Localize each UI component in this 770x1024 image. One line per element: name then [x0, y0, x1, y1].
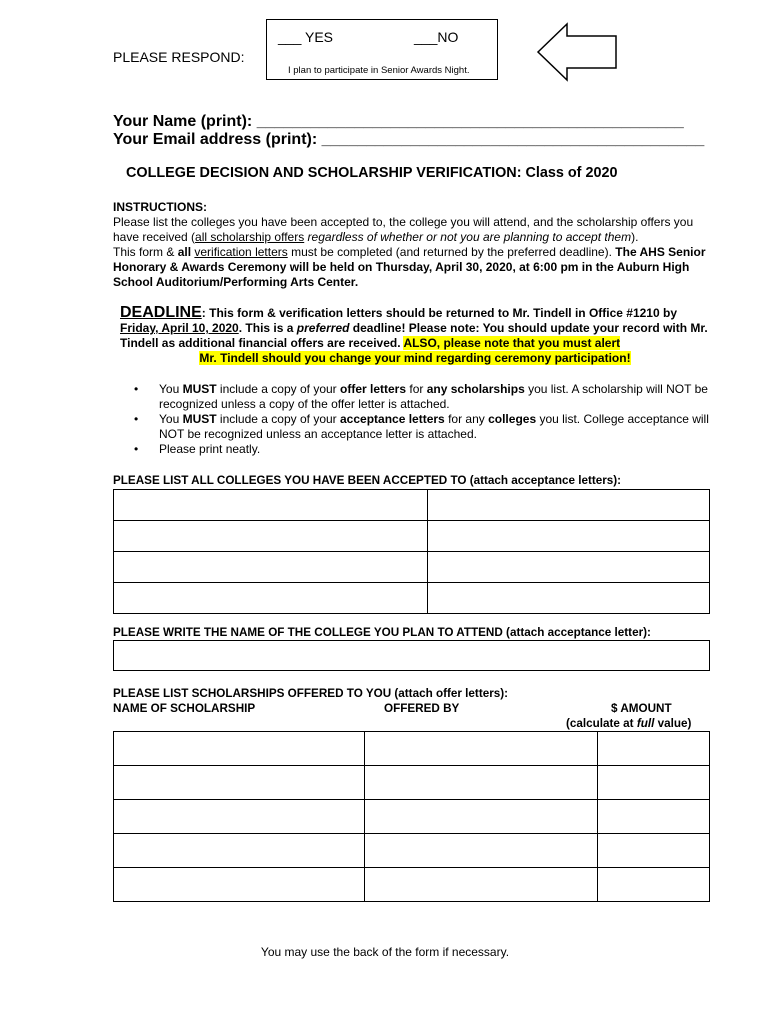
amount-cell[interactable] [598, 766, 710, 800]
college-cell[interactable] [428, 490, 710, 521]
amount-cell[interactable] [598, 732, 710, 766]
name-field[interactable]: Your Name (print): ________________________________________________ [113, 113, 684, 130]
col-header-calc-note: (calculate at full value) [566, 717, 692, 730]
offered-by-cell[interactable] [365, 868, 598, 902]
amount-cell[interactable] [598, 800, 710, 834]
deadline-word: DEADLINE [120, 304, 202, 321]
left-arrow-icon [536, 22, 618, 82]
offered-by-cell[interactable] [365, 766, 598, 800]
instructions-heading: INSTRUCTIONS: [113, 200, 207, 214]
deadline-notice: DEADLINE: This form & verification letters should be returned to Mr. Tindell in Office #1210 by Friday, April 10, 2020. This is a preferred deadline! Please note: You should update your record with Mr. Tindell as additional financial offers are received. ALSO, please note that you must alert Mr. Tindell should you change your mind regarding ceremony participation! [120, 304, 708, 365]
college-cell[interactable] [428, 552, 710, 583]
table-row [114, 521, 710, 552]
list-item: • You MUST include a copy of your acceptance letters for any colleges you list. College acceptance will NOT be recognized unless an acceptance letter is attached. [130, 412, 710, 442]
list-item: • You MUST include a copy of your offer letters for any scholarships you list. A scholarship will NOT be recognized unless a copy of the offer letter is attached. [130, 382, 710, 412]
please-respond-label: PLEASE RESPOND: [113, 49, 245, 65]
no-option[interactable]: ___NO [414, 29, 459, 45]
colleges-heading: PLEASE LIST ALL COLLEGES YOU HAVE BEEN ACCEPTED TO (attach acceptance letters): [113, 474, 622, 487]
list-item: • Please print neatly. [130, 442, 710, 457]
offered-by-cell[interactable] [365, 732, 598, 766]
table-row [114, 490, 710, 521]
col-header-name: NAME OF SCHOLARSHIP [113, 702, 256, 715]
amount-cell[interactable] [598, 834, 710, 868]
table-row [114, 868, 710, 902]
offered-by-cell[interactable] [365, 800, 598, 834]
requirements-list [130, 382, 710, 457]
table-row [114, 834, 710, 868]
college-cell[interactable] [114, 521, 428, 552]
table-row [114, 583, 710, 614]
college-cell[interactable] [114, 552, 428, 583]
table-row [114, 766, 710, 800]
attend-college-field[interactable] [113, 640, 710, 671]
table-row [114, 732, 710, 766]
highlight-alert: ALSO, please note that you must alert [403, 336, 621, 350]
scholarship-name-cell[interactable] [114, 800, 365, 834]
attend-heading: PLEASE WRITE THE NAME OF THE COLLEGE YOU PLAN TO ATTEND (attach acceptance letter): [113, 626, 651, 639]
scholarships-table [113, 731, 710, 902]
scholarship-name-cell[interactable] [114, 868, 365, 902]
colleges-table [113, 489, 710, 614]
respond-note: I plan to participate in Senior Awards Night. [288, 65, 470, 76]
scholarship-name-cell[interactable] [114, 766, 365, 800]
college-cell[interactable] [114, 490, 428, 521]
college-cell[interactable] [428, 521, 710, 552]
scholarship-name-cell[interactable] [114, 732, 365, 766]
table-row [114, 552, 710, 583]
highlight-alert-2: Mr. Tindell should you change your mind regarding ceremony participation! [199, 351, 631, 365]
table-row [114, 800, 710, 834]
yes-option[interactable]: ___ YES [278, 29, 334, 45]
instructions-body: Please list the colleges you have been accepted to, the college you will attend, and the scholarship offers you have received (all scholarship offers regardless of whether or not you are planning to accept them). This form & all verification letters must be completed (and returned by the preferred deadline). The AHS Senior Honorary & Awards Ceremony will be held on Thursday, April 30, 2020, at 6:00 pm in the Auburn High School Auditorium/Performing Arts Center. [113, 215, 706, 289]
back-of-form-note: You may use the back of the form if necessary. [260, 945, 510, 959]
college-cell[interactable] [114, 583, 428, 614]
scholarships-heading: PLEASE LIST SCHOLARSHIPS OFFERED TO YOU (attach offer letters): [113, 687, 509, 700]
offered-by-cell[interactable] [365, 834, 598, 868]
scholarship-name-cell[interactable] [114, 834, 365, 868]
col-header-offered-by: OFFERED BY [384, 702, 460, 715]
col-header-amount: $ AMOUNT [611, 702, 672, 715]
amount-cell[interactable] [598, 868, 710, 902]
email-field[interactable]: Your Email address (print): ___________________________________________ [113, 131, 705, 148]
college-cell[interactable] [428, 583, 710, 614]
form-title: COLLEGE DECISION AND SCHOLARSHIP VERIFICATION: Class of 2020 [126, 165, 618, 181]
